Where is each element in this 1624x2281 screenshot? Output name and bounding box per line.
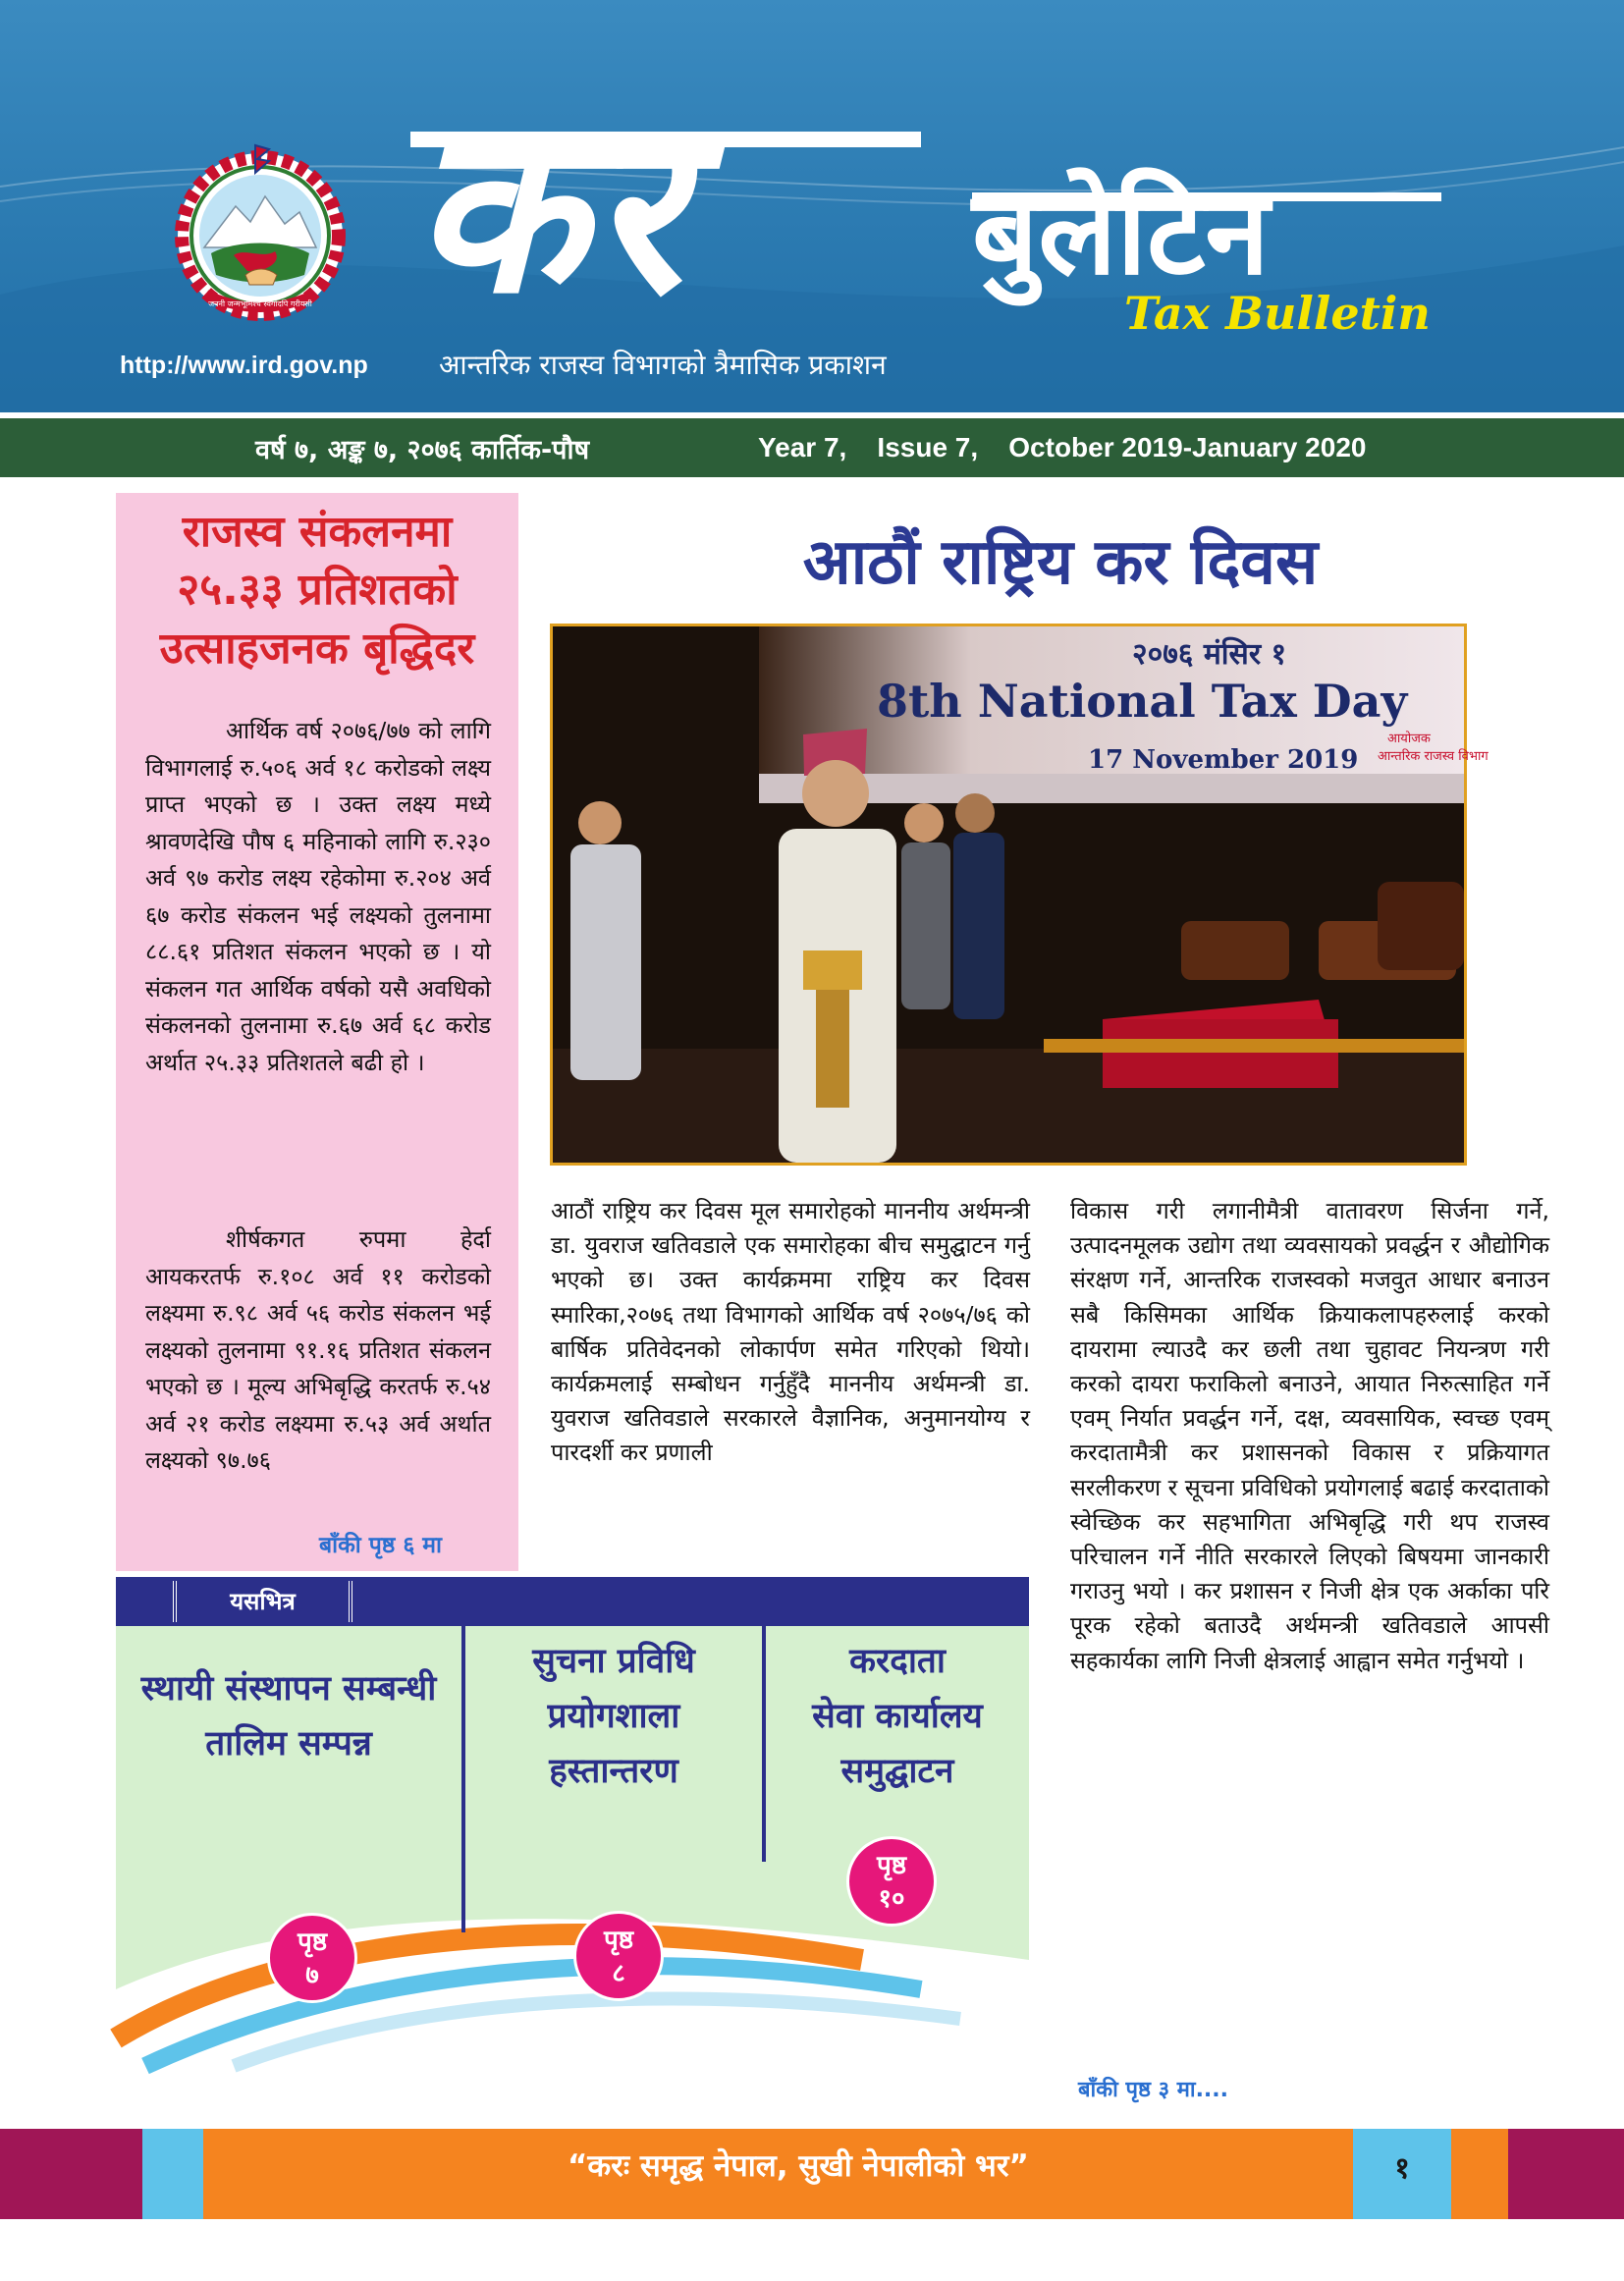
issue-info-nepali: वर्ष ७, अङ्क ७, २०७६ कार्तिक-पौष [255,435,590,465]
page-badge-10[interactable] [846,1836,937,1927]
sidebar-story-title [116,503,518,678]
photo-banner-organizer-label: आयोजक [1387,732,1431,746]
sidebar-paragraph: शीर्षकगत रुपमा हेर्दा आयकरतर्फ रु.१०८ अर्व ११ करोडको लक्ष्यमा रु.९८ अर्व ५६ करोड संकलन भई लक्ष्यको तुलनामा ९१.१६ प्रतिशत संकलन भएको छ । मूल्य अभिबृद्धि करतर्फ रु.५४ अर्व २१ करोड लक्ष्यमा रु.५३ अर्व अर्थात लक्ष्यको ९७.७६ [145,1225,491,1474]
inside-item-title-line: स्थायी संस्थापन सम्बन्धी [140,1669,437,1709]
inside-item-title-line: सुचना प्रविधि [532,1642,695,1681]
inside-item-title-line: हस्तान्तरण [549,1752,678,1791]
inside-item-title-line: तालिम सम्पन्न [205,1724,372,1764]
inside-item-3-title[interactable] [766,1634,1029,1799]
article-column-2: विकास गरी लगानीमैत्री वातावरण सिर्जना गर्ने, उत्पादनमूलक उद्योग तथा व्यवसायको प्रवर्द्धन र औद्योगिक संरक्षण गर्ने, आन्तरिक राजस्वको मजवुत आधार बनाउन सबै किसिमका आर्थिक क्रियाकलापहरुलाई करको दायरामा ल्याउदै कर छली तथा चुहावट नियन्त्रण गरी करको दायरा फराकिलो बनाउने, आयात निरुत्साहित गर्ने एवम् निर्यात प्रवर्द्धन गर्ने, दक्ष, व्यवसायिक, स्वच्छ एवम् करदातामैत्री कर प्रशासनको विकास र प्रक्रियागत सरलीकरण र सूचना प्रविधिको प्रयोगलाई बढाई करदाताको स्वेच्छिक कर सहभागिता अभिबृद्धि गरी थप राजस्व परिचालन गर्ने नीति सरकारले लिएको बिषयमा जानकारी गराउनु भयो । कर प्रशासन र निजी क्षेत्र एक अर्काका परि पूरक रहेको बताउदै अर्थमन्त्री खतिवडाले आपसी सहकार्यका लागि निजी क्षेत्रलाई आह्वान समेत गर्नुभयो । [1070,1197,1549,1674]
page-badge-8[interactable] [573,1911,664,2001]
photo-banner-date-en: 17 November 2019 [1088,745,1359,775]
event-photo-illustration [553,626,1489,1163]
sidebar-title-line: २५.३३ प्रतिशतको [177,565,458,616]
inside-item-title-line: करदाता [849,1642,946,1681]
page-badge-number: ८ [612,1959,625,1988]
inside-label: यसभित्र [173,1581,352,1622]
page-badge-label: पृष्ठ [603,1926,634,1955]
page-badge-number: ७ [305,1961,319,1990]
sidebar-continued-link[interactable]: बाँकी पृष्ठ ६ मा [319,1533,443,1558]
page-badge-7[interactable] [267,1913,357,2003]
inside-item-title-line: सेवा कार्यालय [812,1697,983,1736]
inside-item-title-line: समुद्घाटन [840,1752,954,1791]
sidebar-paragraph: आर्थिक वर्ष २०७६/७७ को लागि विभागलाई रु.५०६ अर्व १८ करोडको लक्ष्य प्राप्त भएको छ । उक्त लक्ष्य मध्ये श्रावणदेखि पौष ६ महिनाको लागि रु.२३० अर्व ९७ करोड लक्ष्य रहेकोमा रु.२०४ अर्व ६७ करोड संकलन भई लक्ष्यको तुलनामा ८८.६१ प्रतिशत संकलन भएको छ । यो संकलन गत आर्थिक वर्षको यसै अवधिको संकलनको तुलनामा रु.६७ अर्व ६८ करोड अर्थात २५.३३ प्रतिशतले बढी हो । [145,717,491,1076]
photo-banner-organizer: आन्तरिक राजस्व विभाग [1378,749,1489,764]
svg-text:जननी जन्मभूमिश्च स्वर्गादपि गर: जननी जन्मभूमिश्च स्वर्गादपि गरीयसी [208,299,312,308]
page-badge-number: १० [878,1884,905,1914]
main-headline: आठौं राष्ट्रिय कर दिवस [802,526,1319,599]
page-number: १ [1394,2151,1410,2186]
article-column-1: आठौं राष्ट्रिय कर दिवस मूल समारोहको माननीय अर्थमन्त्री डा. युवराज खतिवडाले एक समारोहका बीच समुद्घाटन गर्नु भएको छ। उक्त कार्यक्रममा राष्ट्रिय कर दिवस स्मारिका,२०७६ तथा विभागको आर्थिक वर्ष २०७५/७६ को बार्षिक प्रतिवेदनको लोकार्पण समेत गरिएको थियो। कार्यक्रमलाई सम्बोधन गर्नुहुँदै माननीय अर्थमन्त्री डा. युवराज खतिवडाले सरकारले वैज्ञानिक, अनुमानयोग्य र पारदर्शी कर प्रणाली [551,1197,1030,1467]
footer-slogan: “करः समृद्ध नेपाल, सुखी नेपालीको भर” [568,2148,1029,2184]
page-badge-label: पृष्ठ [297,1928,328,1957]
inside-item-title-line: प्रयोगशाला [547,1697,680,1736]
masthead-logo-english: Tax Bulletin [1124,287,1431,340]
sidebar-title-line: राजस्व संकलनमा [182,507,453,557]
sidebar-title-line: उत्साहजनक बृद्धिदर [159,623,475,674]
inside-item-2-title[interactable] [465,1634,762,1799]
page-badge-label: पृष्ठ [876,1851,907,1880]
website-link[interactable]: http://www.ird.gov.np [120,352,368,379]
photo-banner-title: 8th National Tax Day [877,675,1408,728]
masthead-tagline: आन्तरिक राजस्व विभागको त्रैमासिक प्रकाशन [439,349,887,381]
photo-banner-date-np: २०७६ मंसिर १ [1132,637,1287,672]
article-continued-link[interactable]: बाँकी पृष्ठ ३ मा.... [1078,2078,1229,2102]
nepal-emblem-icon [167,137,353,324]
issue-info-english: Year 7, Issue 7, October 2019-January 2020 [758,432,1367,462]
event-photo [550,624,1489,1166]
masthead-logo-subtitle: बुलेटिन [972,164,1270,300]
inside-item-1-title[interactable] [116,1661,461,1771]
masthead-logo-title: कर [412,79,686,344]
